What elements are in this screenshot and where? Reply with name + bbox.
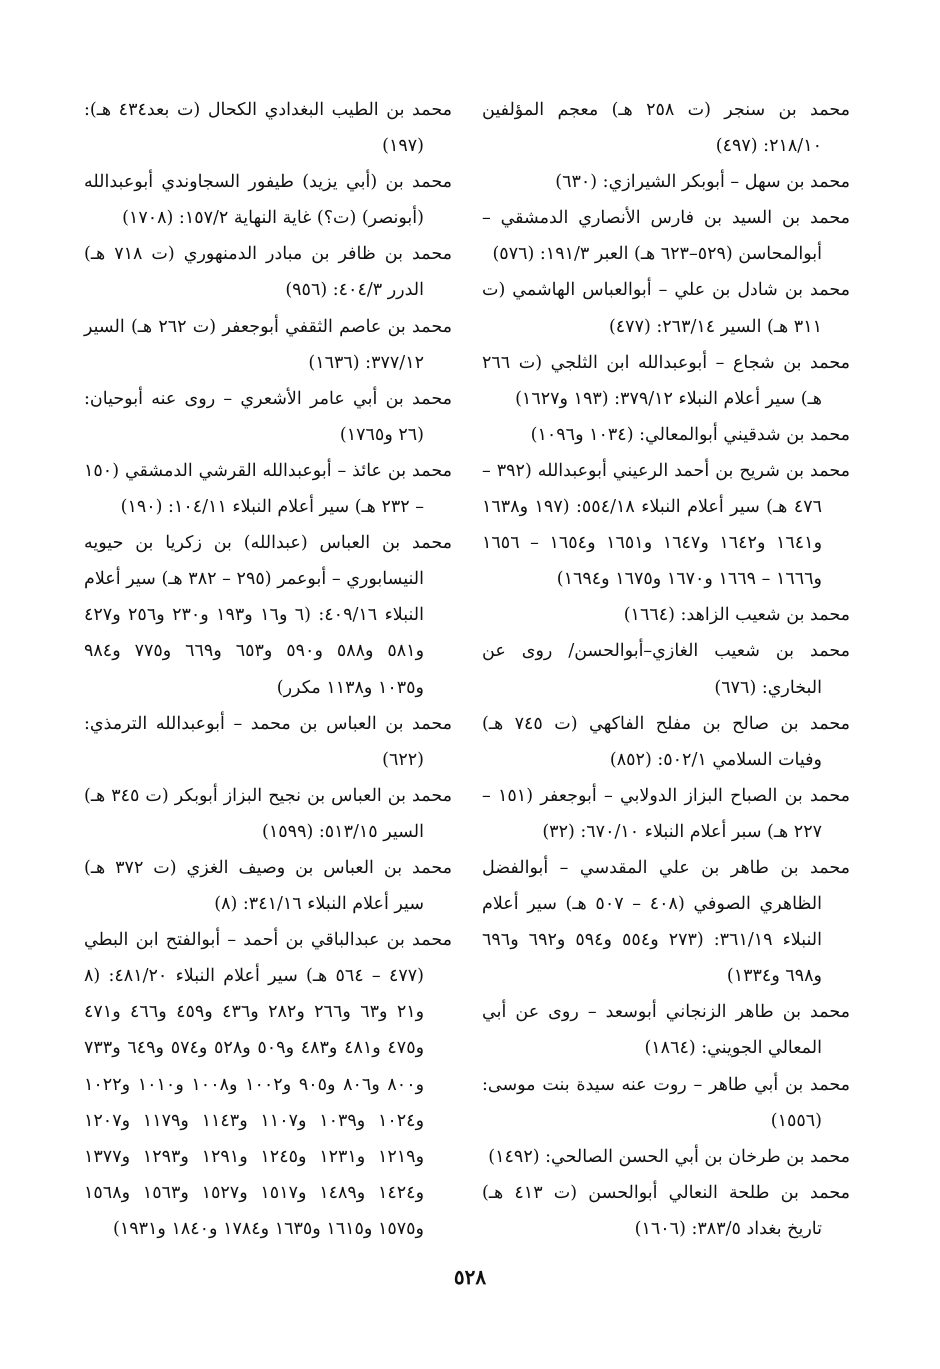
index-entry: محمد بن (أبي يزيد) طيفور السجاوندي أبوعبدالله (أبونصر) (ت؟) غاية النهاية ١٥٧/٢: (١٧٠٨) — [84, 172, 452, 229]
index-entry: محمد بن شعيب الغازي–أبوالحسن/ روى عن البخاري: (٦٧٦) — [482, 641, 850, 698]
left-column — [84, 92, 452, 1247]
index-entry: محمد بن السيد بن فارس الأنصاري الدمشقي – أبوالمحاسن (٥٢٩–٦٢٣ هـ) العبر ١٩١/٣: (٥٧٦) — [482, 208, 850, 265]
index-entry: محمد بن طاهر بن علي المقدسي – أبوالفضل الظاهري الصوفي (٤٠٨ – ٥٠٧ هـ) سير أعلام النبلاء ٣٦١/١٩: (٢٧٣ و٥٥٤ و٥٩٤ و٦٩٢ و٦٩٦ و٦٩٨ و١٣٣٤) — [482, 857, 850, 987]
index-entry: محمد بن عائذ – أبوعبدالله القرشي الدمشقي (١٥٠ – ٢٣٢ هـ) سير أعلام النبلاء ١٠٤/١١: (١٩٠) — [84, 460, 452, 518]
index-entry: محمد بن صالح بن مفلح الفاكهي (ت ٧٤٥ هـ) وفيات السلامي ٥٠٢/١: (٨٥٢) — [482, 713, 850, 770]
index-entry: محمد بن أبي عامر الأشعري – روى عنه أبوحيان: (٢٦ و١٧٦٥) — [84, 388, 452, 445]
index-entry: محمد بن عبدالباقي بن أحمد – أبوالفتح ابن البطي (٤٧٧ – ٥٦٤ هـ) سير أعلام النبلاء ٤٨١/٢٠: (٨ و٢١ و٦٣ و٢٦٦ و٢٨٢ و٤٣٦ و٤٥٩ و٤٦٦ و٤٧١ و٤٧٥ و٤٨١ و٤٨٣ و٥٠٩ و٥٢٨ و٥٧٤ و٦٤٩ و٧٣٣ و٨٠٠ و٨٠٦ و٩٠٥ و١٠٠٢ و١٠٠٨ و١٠١٠ و١٠٢٢ و١٠٢٤ و١٠٣٩ و١١٠٧ و١١٤٣ و١١٧٩ و١٢٠٧ و١٢١٩ و١٢٣١ و١٢٤٥ و١٢٩١ و١٢٩٣ و١٣٧٧ و١٤٢٤ و١٤٨٩ و١٥١٧ و١٥٢٧ و١٥٦٣ و١٥٦٨ و١٥٧٥ و١٦١٥ و١٦٣٥ و١٧٨٤ و١٨٤٠ و١٩٣١) — [84, 930, 452, 1239]
index-entry: محمد بن شعيب الزاهد: (١٦٦٤) — [623, 605, 850, 626]
right-column — [482, 92, 850, 1247]
index-entry: محمد بن أبي طاهر – روت عنه سيدة بنت موسى: (١٥٥٦) — [482, 1074, 850, 1131]
index-entry: محمد بن طلحة النعالي أبوالحسن (ت ٤١٣ هـ) تاريخ بغداد ٣٨٣/٥: (١٦٠٦) — [482, 1182, 851, 1239]
index-entry: محمد بن ظافر بن مبادر الدمنهوري (ت ٧١٨ هـ) الدرر ٤٠٤/٣: (٩٥٦) — [84, 244, 452, 301]
index-entry: محمد بن شريح بن أحمد الرعيني أبوعبدالله (٣٩٢ – ٤٧٦ هـ) سير أعلام النبلاء ٥٥٤/١٨: (١٩٧ و١٦٣٨ و١٦٤١ و١٦٤٢ و١٦٤٧ و١٦٥١ و١٦٥٤ – ١٦٥٦ و١٦٦٦ – ١٦٦٩ و١٦٧٠ و١٦٧٥ و١٦٩٤) — [482, 460, 850, 590]
index-entry: محمد بن شجاع – أبوعبدالله ابن الثلجي (ت ٢٦٦ هـ) سير أعلام النبلاء ٣٧٩/١٢: (١٩٣ و١٦٢٧) — [482, 352, 850, 409]
index-entry: محمد بن طاهر الزنجاني أبوسعد – روى عن أبي المعالي الجويني: (١٨٦٤) — [482, 1002, 850, 1059]
index-entry: محمد بن الصباح البزاز الدولابي – أبوجعفر (١٥١ – ٢٢٧ هـ) سبر أعلام النبلاء ٦٧٠/١٠: (٣٢) — [482, 785, 850, 842]
index-entry: محمد بن طرخان بن أبي الحسن الصالحي: (١٤٩٢) — [488, 1146, 850, 1167]
index-entry: محمد بن العباس بن محمد – أبوعبدالله الترمذي: (٦٢٢) — [84, 713, 452, 770]
index-entry: محمد بن شدقيني أبوالمعالي: (١٠٣٤ و١٠٩٦) — [530, 424, 850, 445]
index-entry: محمد بن العباس (عبدالله) بن زكريا بن حيويه النيسابوري – أبوعمر (٢٩٥ – ٣٨٢ هـ) سير أعلام النبلاء ٤٠٩/١٦: (٦ و١٦ و١٩٣ و٢٣٠ و٢٥٦ و٤٢٧ و٥٨١ و٥٨٨ و٥٩٠ و٦٥٣ و٦٦٩ و٧٧٥ و٩٨٤ و١٠٣٥ و١١٣٨ مكرر) — [84, 533, 452, 698]
index-entry: محمد بن شادل بن علي – أبوالعباس الهاشمي (ت ٣١١ هـ) السير ٢٦٣/١٤: (٤٧٧) — [482, 280, 850, 337]
index-entry: محمد بن الطيب البغدادي الكحال (ت بعد٤٣٤ هـ): (١٩٧) — [84, 100, 452, 157]
index-entry: محمد بن سهل – أبوبكر الشيرازي: (٦٣٠) — [555, 172, 850, 193]
index-entry: محمد بن عاصم الثقفي أبوجعفر (ت ٢٦٢ هـ) السير ٣٧٧/١٢: (١٦٣٦) — [84, 316, 452, 373]
index-entry: محمد بن العباس بن وصيف الغزي (ت ٣٧٢ هـ) سير أعلام النبلاء ٣٤١/١٦: (٨) — [84, 857, 452, 915]
index-entry: محمد بن سنجر (ت ٢٥٨ هـ) معجم المؤلفين ٢١٨/١٠: (٤٩٧) — [482, 100, 850, 157]
page-number: ٥٢٨ — [453, 1265, 487, 1289]
index-entry: محمد بن العباس بن نجيح البزاز أبوبكر (ت ٣٤٥ هـ) السير ٥١٣/١٥: (١٥٩٩) — [84, 785, 452, 842]
